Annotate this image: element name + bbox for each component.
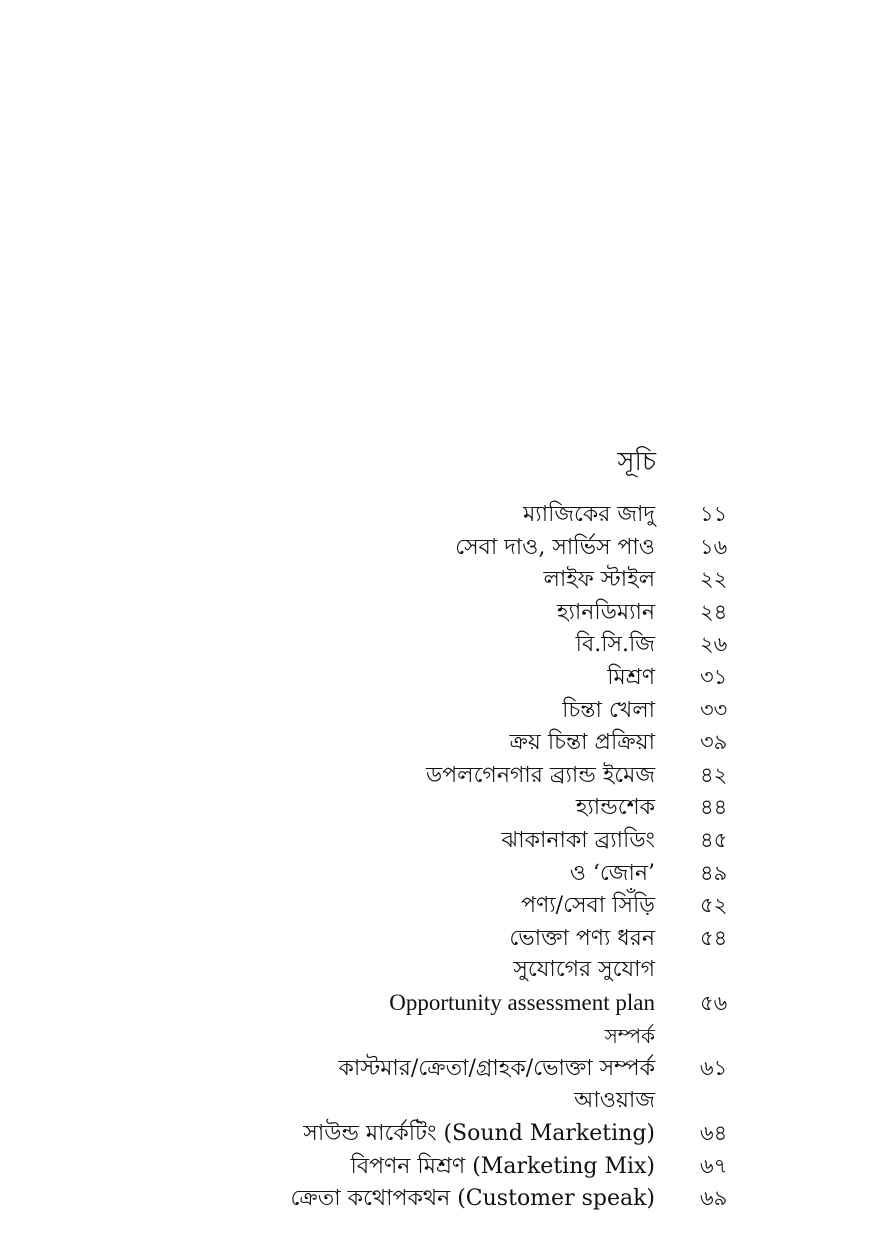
toc-entry-page: ২২ xyxy=(700,567,728,592)
toc-entry-title: ক্রেতা কথোপকথন (Customer speak) xyxy=(290,1186,655,1212)
toc-section-row xyxy=(150,1085,770,1118)
toc-entry-title: সেবা দাও, সার্ভিস পাও xyxy=(455,534,655,560)
toc-row xyxy=(150,824,770,857)
toc-entry-title: মিশ্রণ xyxy=(607,664,655,690)
toc-entry-page: ৫২ xyxy=(700,893,728,918)
toc-entry-page: ৪২ xyxy=(700,762,728,787)
toc-row xyxy=(150,563,770,596)
toc-entry-page: ১৬ xyxy=(700,534,728,559)
toc-section-heading: আওয়াজ xyxy=(574,1087,655,1113)
toc-entry-page: ১১ xyxy=(700,502,728,526)
toc-entry-page: ২৬ xyxy=(700,632,728,657)
toc-section-row xyxy=(150,954,770,987)
toc-entry-title: হ্যানডিম্যান xyxy=(556,599,655,625)
toc-entry-title: ও ‘জোন’ xyxy=(569,860,655,886)
toc-entry-title: হ্যান্ডশেক xyxy=(575,795,655,821)
toc-entry-title: পণ্য/সেবা সিঁড়ি xyxy=(521,893,655,919)
toc-entry-title: ঝাকানাকা ব্র্যাডিং xyxy=(501,827,655,853)
toc-row xyxy=(150,987,770,1020)
toc-row xyxy=(150,596,770,629)
toc-entry-page: ৩৯ xyxy=(700,730,728,755)
toc-row xyxy=(150,857,770,890)
toc-entry-page: ৪৯ xyxy=(700,860,728,885)
toc-entry-page: ৬১ xyxy=(700,1056,728,1081)
toc-section-heading: সুযোগের সুযোগ xyxy=(513,957,655,983)
toc-row xyxy=(150,922,770,955)
toc-row xyxy=(150,726,770,759)
toc-row xyxy=(150,1182,770,1215)
toc-section-heading: সম্পর্ক xyxy=(604,1023,655,1048)
toc-entry-title: ক্রয় চিন্তা প্রক্রিয়া xyxy=(509,730,655,756)
toc-row xyxy=(150,531,770,564)
toc-entry-title: ম্যাজিকের জাদু xyxy=(523,502,655,527)
toc-entry-page: ৩৩ xyxy=(700,697,728,722)
toc-row xyxy=(150,498,770,531)
toc-entry-page: ৫৬ xyxy=(700,990,728,1015)
toc-entry-page: ৬৪ xyxy=(700,1121,728,1146)
toc-row xyxy=(150,661,770,694)
toc-row xyxy=(150,1052,770,1085)
toc-entry-page: ৪৫ xyxy=(700,827,728,852)
toc-entry-page: ৬৯ xyxy=(700,1186,728,1211)
toc-entry-page: ৬৭ xyxy=(700,1153,728,1178)
toc-entry-title: বি.সি.জি xyxy=(575,632,655,658)
toc-entry-page: ২৪ xyxy=(700,599,728,624)
toc-section-row xyxy=(150,1020,770,1053)
toc-entry-title: কাস্টমার/ক্রেতা/গ্রাহক/ভোক্তা সম্পর্ক xyxy=(338,1056,655,1082)
table-of-contents xyxy=(150,498,770,1215)
toc-entry-title: লাইফ স্টাইল xyxy=(543,567,655,593)
toc-entry-title: চিন্তা খেলা xyxy=(562,697,655,723)
toc-entry-title: ভোক্তা পণ্য ধরন xyxy=(509,925,655,951)
toc-entry-page: ৫৪ xyxy=(700,925,728,950)
toc-row xyxy=(150,628,770,661)
toc-row xyxy=(150,694,770,727)
toc-row xyxy=(150,889,770,922)
toc-row xyxy=(150,1117,770,1150)
toc-row xyxy=(150,759,770,792)
toc-heading: সূচি xyxy=(617,447,656,477)
toc-entry-page: ৩১ xyxy=(700,664,728,689)
toc-entry-title: Opportunity assessment plan xyxy=(389,989,655,1015)
toc-row xyxy=(150,791,770,824)
toc-entry-title: বিপণন মিশ্রণ (Marketing Mix) xyxy=(350,1153,655,1179)
toc-entry-title: সাউন্ড মার্কেটিং (Sound Marketing) xyxy=(303,1121,655,1147)
toc-row xyxy=(150,1150,770,1183)
toc-entry-page: ৪৪ xyxy=(700,795,728,820)
toc-entry-title: ডপলগেনগার ব্র্যান্ড ইমেজ xyxy=(426,762,655,788)
